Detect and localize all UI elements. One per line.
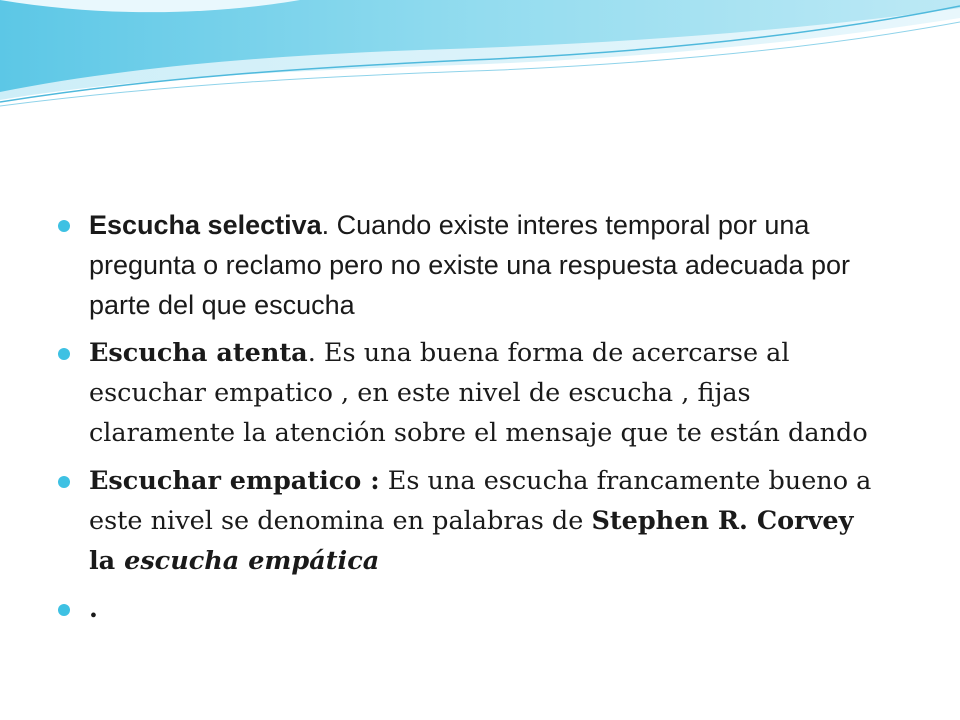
list-item (58, 589, 878, 629)
term-label: Escucha atenta (89, 338, 308, 368)
bullet-dot-icon (58, 604, 70, 616)
term-label: Escuchar empatico : (89, 466, 380, 496)
term-label: Escucha selectiva (89, 210, 322, 240)
bullet-list (58, 205, 878, 629)
list-item (58, 333, 878, 453)
bullet-dot-icon (58, 220, 70, 232)
quoted-term: escucha empática (124, 546, 380, 576)
list-item (58, 205, 878, 325)
term-description: . Cuando existe interes temporal por una pregunta o reclamo pero no existe una respuesta adecuada por parte del que escucha (89, 210, 851, 320)
term-description: Es una escucha francamente bueno a este nivel se denomina en palabras de (89, 466, 872, 536)
header-wave-decoration (0, 0, 960, 120)
term-description: . (89, 594, 98, 624)
term-description: . Es una buena forma de acercarse al escuchar empatico , en este nivel de escucha , fijas claramente la atención sobre el mensaje que te están dando (89, 338, 868, 448)
bullet-dot-icon (58, 348, 70, 360)
author-name: Stephen R. Corvey la (89, 506, 854, 576)
bullet-dot-icon (58, 476, 70, 488)
list-item (58, 461, 878, 581)
